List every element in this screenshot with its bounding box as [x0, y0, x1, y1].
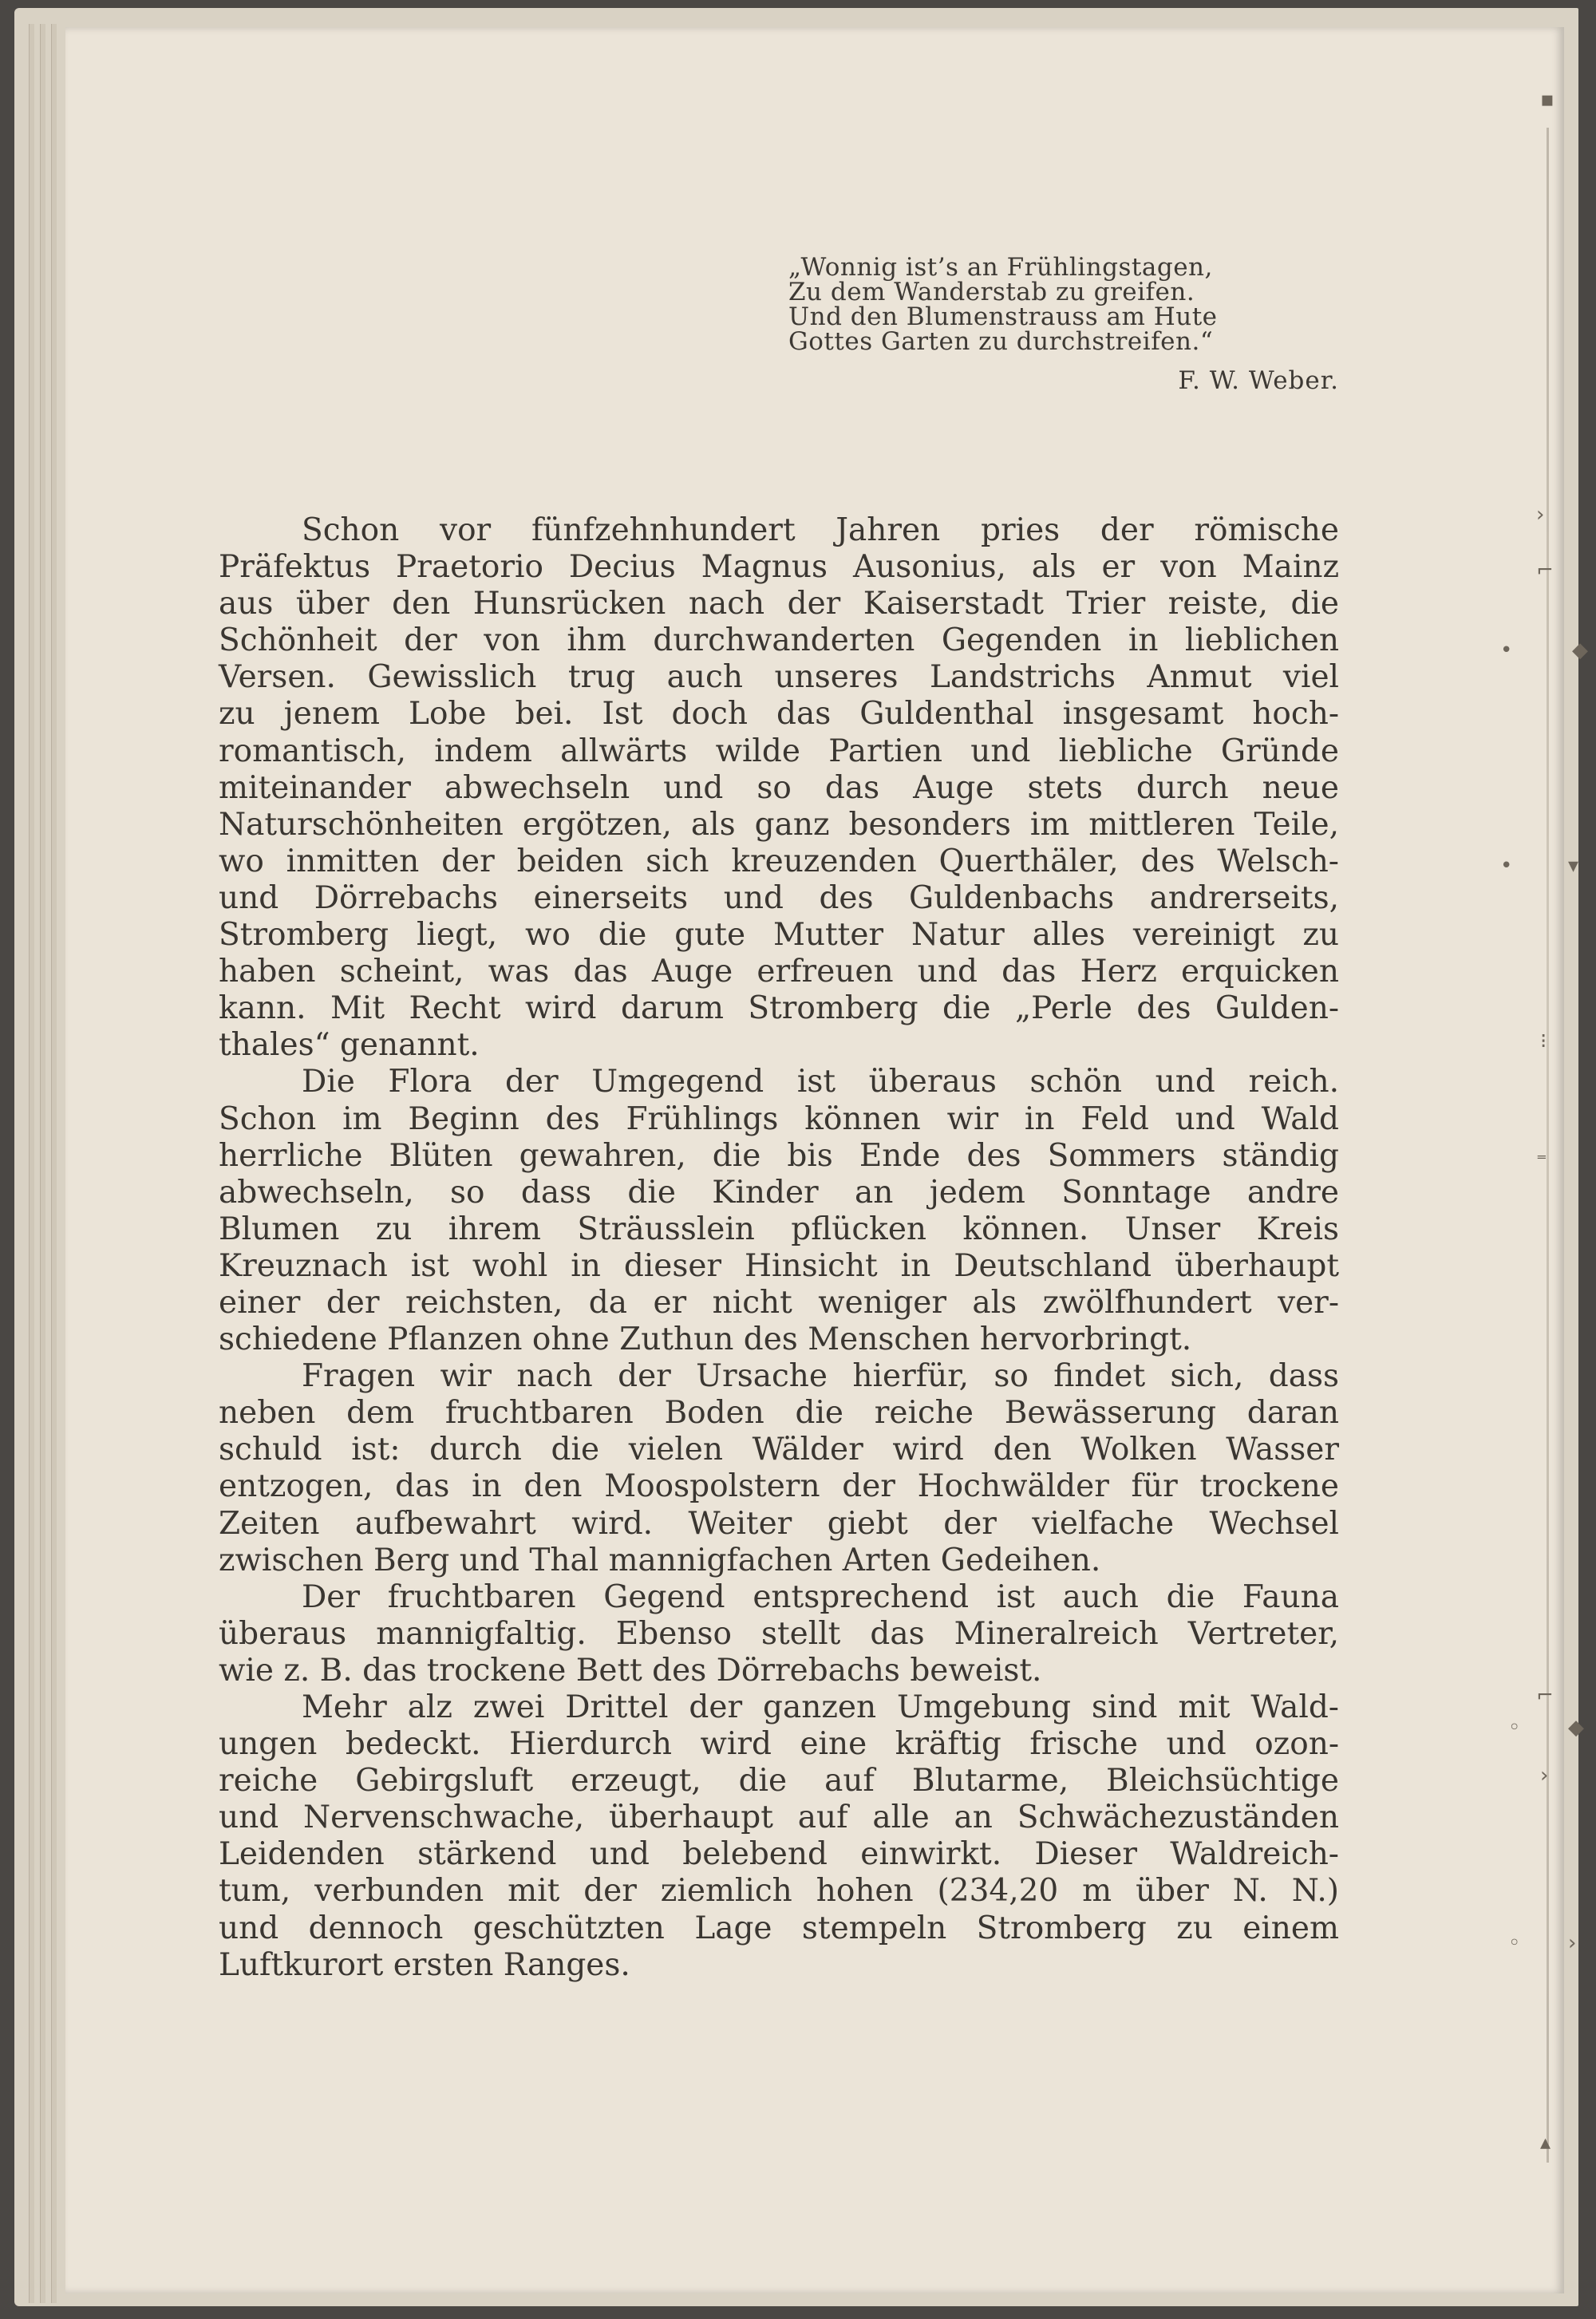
- text-line: einer der reichsten, da er nicht weniger als zwölfhundert ver-: [219, 1284, 1339, 1321]
- margin-speck: ▴: [1540, 2131, 1551, 2155]
- epigraph-line: Gottes Garten zu durchstreifen.“: [788, 327, 1214, 356]
- text-line: Naturschönheiten ergötzen, als ganz besonders im mittleren Teile,: [219, 806, 1339, 843]
- text-line: Die Flora der Umgegend ist überaus schön und reich.: [302, 1064, 1339, 1100]
- text-line: Versen. Gewisslich trug auch unseres Landstrichs Anmut viel: [219, 659, 1339, 696]
- page-stack-edge: [40, 24, 45, 2303]
- margin-speck: ›: [1536, 503, 1545, 527]
- text-line: miteinander abwechseln und so das Auge stets durch neue: [219, 769, 1339, 806]
- text-line: wo inmitten der beiden sich kreuzenden Querthäler, des Welsch-: [219, 843, 1339, 879]
- text-line: Zeiten aufbewahrt wird. Weiter giebt der vielfache Wechsel: [219, 1505, 1339, 1542]
- text-line: kann. Mit Recht wird darum Stromberg die „Perle des Gulden-: [219, 990, 1339, 1027]
- margin-speck: ▪: [1540, 88, 1555, 112]
- margin-speck: ⁼: [1536, 1149, 1547, 1173]
- text-line: Kreuznach ist wohl in dieser Hinsicht in Deutschland überhaupt: [219, 1247, 1339, 1284]
- text-line: haben scheint, was das Auge erfreuen und das Herz erquicken: [219, 954, 1339, 990]
- margin-speck: ›: [1568, 1931, 1577, 1955]
- epigraph: [788, 255, 1347, 393]
- text-line: Leidenden stärkend und belebend einwirkt. Dieser Waldreich-: [219, 1836, 1339, 1873]
- text-line: Fragen wir nach der Ursache hierfür, so findet sich, dass: [302, 1358, 1339, 1395]
- text-line: Blumen zu ihrem Sträusslein pflücken können. Unser Kreis: [219, 1211, 1339, 1247]
- text-line: zwischen Berg und Thal mannigfachen Arten Gedeihen.: [219, 1542, 1101, 1578]
- paragraph: [219, 512, 1339, 1064]
- margin-speck: ◦: [1508, 1931, 1521, 1955]
- epigraph-line: Zu dem Wanderstab zu greifen.: [788, 278, 1195, 306]
- text-line: schiedene Pflanzen ohne Zuthun des Menschen hervorbringt.: [219, 1321, 1192, 1358]
- text-line: Schon im Beginn des Frühlings können wir in Feld und Wald: [219, 1100, 1339, 1137]
- text-line: reiche Gebirgsluft erzeugt, die auf Blutarme, Bleichsüchtige: [219, 1763, 1339, 1799]
- margin-speck: •: [1500, 854, 1513, 878]
- paragraph: [219, 1579, 1339, 1689]
- epigraph-line: „Wonnig ist’s an Frühlingstagen,: [788, 253, 1213, 282]
- text-line: tum, verbunden mit der ziemlich hohen (234,20 m über N. N.): [219, 1873, 1339, 1910]
- epigraph-line: Und den Blumenstrauss am Hute: [788, 302, 1218, 331]
- text-line: Mehr alz zwei Drittel der ganzen Umgebung sind mit Wald-: [302, 1689, 1339, 1725]
- text-line: wie z. B. das trockene Bett des Dörrebachs beweist.: [219, 1652, 1042, 1689]
- text-line: schuld ist: durch die vielen Wälder wird den Wolken Wasser: [219, 1432, 1339, 1468]
- page-stack-edge: [51, 24, 57, 2303]
- text-line: und Dörrebachs einerseits und des Guldenbachs andrerseits,: [219, 879, 1339, 916]
- margin-speck: ◦: [1508, 1716, 1521, 1740]
- text-line: thales“ genannt.: [219, 1027, 480, 1064]
- text-line: überaus mannigfaltig. Ebenso stellt das Mineralreich Vertreter,: [219, 1615, 1339, 1652]
- margin-speck: ⌐: [1536, 559, 1554, 583]
- text-line: entzogen, das in den Moospolstern der Hochwälder für trockene: [219, 1468, 1339, 1505]
- margin-speck: ⌐: [1536, 1684, 1554, 1708]
- text-line: Präfektus Praetorio Decius Magnus Ausonius, als er von Mainz: [219, 549, 1339, 586]
- margin-speck: ▾: [1568, 854, 1579, 878]
- paragraph: [219, 1358, 1339, 1579]
- text-line: romantisch, indem allwärts wilde Partien und liebliche Gründe: [219, 733, 1339, 769]
- epigraph-author: F. W. Weber.: [1178, 366, 1339, 395]
- text-line: Luftkurort ersten Ranges.: [219, 1946, 630, 1983]
- text-line: Schönheit der von ihm durchwanderten Gegenden in lieblichen: [219, 622, 1339, 659]
- text-line: zu jenem Lobe bei. Ist doch das Guldenthal insgesamt hoch-: [219, 696, 1339, 733]
- text-line: neben dem fruchtbaren Boden die reiche Bewässerung daran: [219, 1395, 1339, 1432]
- text-line: und dennoch geschützten Lage stempeln Stromberg zu einem: [219, 1910, 1339, 1946]
- paragraph: [219, 1064, 1339, 1358]
- page-stack-edge: [29, 24, 34, 2303]
- text-line: und Nervenschwache, überhaupt auf alle an Schwächezuständen: [219, 1799, 1339, 1836]
- text-line: Schon vor fünfzehnhundert Jahren pries der römische: [302, 512, 1339, 548]
- text-line: herrliche Blüten gewahren, die bis Ende des Sommers ständig: [219, 1137, 1339, 1174]
- margin-speck: ⁝: [1540, 1029, 1547, 1053]
- text-line: aus über den Hunsrücken nach der Kaiserstadt Trier reiste, die: [219, 586, 1339, 622]
- margin-speck: ◆: [1572, 638, 1588, 662]
- margin-speck: ›: [1540, 1764, 1549, 1788]
- margin-speck: •: [1500, 638, 1513, 662]
- text-line: Der fruchtbaren Gegend entsprechend ist auch die Fauna: [302, 1578, 1339, 1615]
- margin-speck: ◆: [1568, 1716, 1584, 1740]
- text-line: abwechseln, so dass die Kinder an jedem Sonntage andre: [219, 1174, 1339, 1211]
- text-line: ungen bedeckt. Hierdurch wird eine kräftig frische und ozon-: [219, 1726, 1339, 1763]
- margin-rule: [1547, 128, 1549, 2163]
- text-line: Stromberg liegt, wo die gute Mutter Natur alles vereinigt zu: [219, 917, 1339, 954]
- body-text: [219, 512, 1339, 1984]
- paragraph: [219, 1689, 1339, 1984]
